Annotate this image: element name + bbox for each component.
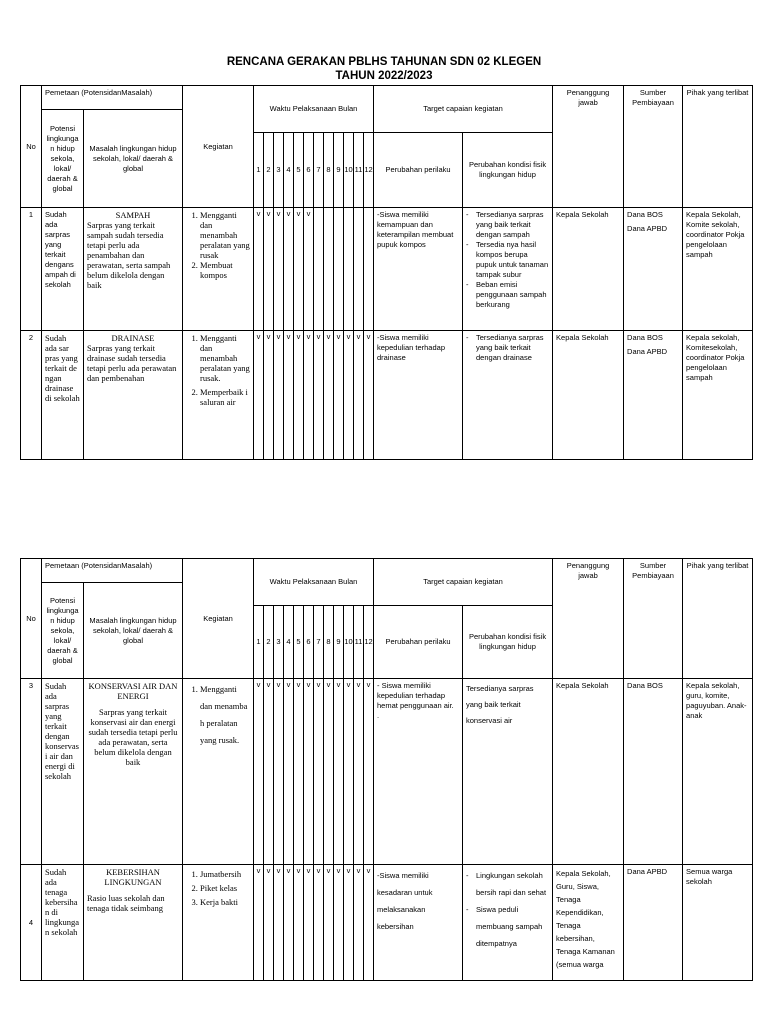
month-mark: v	[284, 679, 294, 865]
sumber-item: Dana APBD	[627, 224, 668, 233]
header-pihak: Pihak yang terlibat	[683, 86, 753, 208]
table-row	[21, 331, 753, 460]
sumber-item: Dana APBD	[627, 867, 668, 876]
kegiatan-item: 2. Piket kelas	[200, 881, 250, 895]
month-mark: v	[264, 679, 274, 865]
row-potensi: Sudah ada sarpras yang terkait dengans ampah di sekolah	[42, 208, 84, 331]
month-mark: v	[324, 331, 334, 460]
kondisi-item: - Tersedianya sarpras yang baik terkait dengan sampah	[466, 210, 549, 240]
row-masalah	[84, 679, 183, 865]
month-mark: v	[304, 865, 314, 981]
header-perilaku: Perubahan perilaku	[374, 133, 463, 208]
row-kondisi	[463, 331, 553, 460]
row-perilaku: -Siswa memiliki kemampuan dan keterampilan membuat pupuk kompos	[374, 208, 463, 331]
row-sumber	[624, 679, 683, 865]
month-mark: v	[324, 865, 334, 981]
row-kondisi	[463, 679, 553, 865]
month-header: 9	[334, 606, 344, 679]
kondisi-item: - Tersedianya sarpras yang baik terkait dengan drainase	[466, 333, 549, 363]
month-mark: v	[314, 331, 324, 460]
month-mark	[344, 208, 354, 331]
row-penanggung: Kepala Sekolah	[553, 679, 624, 865]
header-kegiatan: Kegiatan	[183, 86, 254, 208]
row-no: 2	[21, 331, 42, 460]
month-mark: v	[304, 679, 314, 865]
table-row	[21, 208, 753, 331]
month-mark: v	[284, 208, 294, 331]
month-header: 10	[344, 133, 354, 208]
header-target: Target capaian kegiatan	[374, 86, 553, 133]
month-mark: v	[354, 331, 364, 460]
row-penanggung: Kepala Sekolah, Guru, Siswa, Tenaga Kependidikan, Tenaga kebersihan, Tenaga Kamanan (semua warga	[553, 865, 624, 981]
month-mark: v	[284, 331, 294, 460]
month-mark: v	[364, 679, 374, 865]
header-waktu: Waktu Pelaksanaan Bulan	[254, 86, 374, 133]
month-mark: v	[274, 679, 284, 865]
month-header: 12	[364, 606, 374, 679]
header-row	[21, 86, 753, 110]
month-mark: v	[294, 331, 304, 460]
month-mark: v	[324, 679, 334, 865]
month-mark: v	[284, 865, 294, 981]
month-mark: v	[354, 865, 364, 981]
month-header: 6	[304, 133, 314, 208]
sumber-item: Dana BOS	[627, 333, 663, 342]
month-mark: v	[304, 208, 314, 331]
month-mark: v	[344, 331, 354, 460]
month-header: 2	[264, 606, 274, 679]
plan-table-1	[20, 85, 753, 460]
month-mark: v	[364, 331, 374, 460]
table-row	[21, 679, 753, 865]
header-potensi: Potensi lingkungan hidup sekola, lokal/ daerah & global	[42, 583, 84, 679]
row-potensi: Sudah ada sar pras yang terkait de ngan drainase di sekolah	[42, 331, 84, 460]
table-row	[21, 865, 753, 981]
kondisi-item: - Tersedia nya hasil kompos berupa pupuk untuk tanaman tampak subur	[466, 240, 549, 280]
row-kondisi	[463, 208, 553, 331]
kondisi-item: Tersedianya sarpras yang baik terkait konservasi air	[466, 684, 534, 725]
sumber-item: Dana BOS	[627, 681, 663, 690]
row-penanggung: Kepala Sekolah	[553, 331, 624, 460]
month-header: 7	[314, 133, 324, 208]
row-sumber	[624, 865, 683, 981]
month-header: 4	[284, 606, 294, 679]
month-mark: v	[294, 208, 304, 331]
month-mark: v	[274, 865, 284, 981]
month-mark: v	[304, 331, 314, 460]
masalah-title: DRAINASE	[111, 333, 155, 343]
header-sumber: Sumber Pembiayaan	[624, 86, 683, 208]
kegiatan-item: 2. Membuat kompos	[200, 260, 250, 280]
masalah-title: KEBERSIHAN LINGKUNGAN	[104, 867, 162, 887]
kegiatan-item: 3. Kerja bakti	[200, 895, 250, 909]
month-mark	[324, 208, 334, 331]
header-target: Target capaian kegiatan	[374, 559, 553, 606]
header-masalah: Masalah lingkungan hidup sekolah, lokal/ daerah & global	[84, 583, 183, 679]
header-potensi: Potensi lingkungan hidup sekola, lokal/ daerah & global	[42, 110, 84, 208]
row-no: 4	[21, 865, 42, 981]
row-sumber	[624, 331, 683, 460]
header-kondisi: Perubahan kondisi fisik lingkungan hidup	[463, 606, 553, 679]
masalah-desc: Rasio luas sekolah dan tenaga tidak seimbang	[87, 893, 165, 913]
month-header: 10	[344, 606, 354, 679]
kondisi-item: - Lingkungan sekolah bersih rapi dan sehat	[466, 867, 549, 901]
row-kondisi	[463, 865, 553, 981]
month-mark: v	[254, 208, 264, 331]
row-kegiatan	[183, 331, 254, 460]
header-masalah: Masalah lingkungan hidup sekolah, lokal/ daerah & global	[84, 110, 183, 208]
month-mark: v	[314, 865, 324, 981]
sumber-item: Dana BOS	[627, 210, 663, 219]
row-masalah	[84, 208, 183, 331]
row-kegiatan	[183, 865, 254, 981]
month-mark	[334, 208, 344, 331]
row-masalah	[84, 331, 183, 460]
month-header: 12	[364, 133, 374, 208]
masalah-title: SAMPAH	[115, 210, 151, 220]
header-kegiatan: Kegiatan	[183, 559, 254, 679]
month-mark: v	[294, 679, 304, 865]
month-mark	[314, 208, 324, 331]
header-no: No	[21, 86, 42, 208]
month-mark: v	[364, 865, 374, 981]
month-header: 8	[324, 606, 334, 679]
kondisi-item: - Beban emisi penggunaan sampah berkurang	[466, 280, 549, 310]
row-pihak: Kepala sekolah, guru, komite, paguyuban. Anak-anak	[683, 679, 753, 865]
row-pihak: Semua warga sekolah	[683, 865, 753, 981]
header-penanggung: Penanggung jawab	[553, 559, 624, 679]
month-header: 2	[264, 133, 274, 208]
month-header: 11	[354, 606, 364, 679]
month-mark: v	[264, 865, 274, 981]
month-mark: v	[334, 331, 344, 460]
header-perilaku: Perubahan perilaku	[374, 606, 463, 679]
header-row	[21, 559, 753, 583]
row-pihak: Kepala sekolah, Komitesekolah, coordinator Pokja pengelolaan sampah	[683, 331, 753, 460]
row-penanggung: Kepala Sekolah	[553, 208, 624, 331]
row-kegiatan	[183, 679, 254, 865]
row-no: 3	[21, 679, 42, 865]
row-no: 1	[21, 208, 42, 331]
month-header: 9	[334, 133, 344, 208]
month-mark: v	[264, 208, 274, 331]
month-header: 3	[274, 133, 284, 208]
month-mark	[354, 208, 364, 331]
month-mark: v	[264, 331, 274, 460]
row-perilaku: -Siswa memiliki kepedulian terhadap drainase	[374, 331, 463, 460]
month-mark: v	[294, 865, 304, 981]
month-header: 8	[324, 133, 334, 208]
month-mark: v	[274, 208, 284, 331]
kegiatan-item: 1. Mengganti dan menambah peralatan yang rusak	[200, 210, 250, 260]
month-header: 11	[354, 133, 364, 208]
header-sumber: Sumber Pembiayaan	[624, 559, 683, 679]
month-header: 6	[304, 606, 314, 679]
sumber-item: Dana APBD	[627, 347, 668, 356]
month-mark: v	[354, 679, 364, 865]
header-pihak: Pihak yang terlibat	[683, 559, 753, 679]
header-no: No	[21, 559, 42, 679]
month-header: 5	[294, 133, 304, 208]
perilaku-text: - Siswa memiliki kepedulian terhadap hemat penggunaan air.	[377, 681, 454, 710]
month-header: 4	[284, 133, 294, 208]
document-title: RENCANA GERAKAN PBLHS TAHUNAN SDN 02 KLEGEN	[226, 56, 542, 68]
masalah-desc: Sarpras yang terkait sampah sudah tersedia tetapi perlu ada penambahan dan perawatan, serta sampah belum dikelola dengan baik	[87, 220, 171, 290]
masalah-title: KONSERVASI AIR DAN ENERGI	[88, 681, 178, 701]
kondisi-item: - Siswa peduli membuang sampah ditempatnya	[466, 901, 549, 952]
kegiatan-item: 1. Mengganti dan menamba h peralatan yang rusak.	[200, 681, 250, 749]
header-pemetaan: Pemetaan (PotensidanMasalah)	[42, 559, 183, 583]
month-mark: v	[344, 679, 354, 865]
month-mark: v	[334, 865, 344, 981]
kegiatan-item: 1. Jumatbersih	[200, 867, 250, 881]
masalah-desc: Sarpras yang terkait konservasi air dan energi sudah tersedia tetapi perlu ada perawatan, serta belum dikelola dengan baik	[88, 707, 178, 767]
row-potensi: Sudah ada tenaga kebersihan di lingkungan sekolah	[42, 865, 84, 981]
month-header: 3	[274, 606, 284, 679]
month-mark	[364, 208, 374, 331]
document-subtitle: TAHUN 2022/2023	[335, 70, 433, 82]
header-penanggung: Penanggung jawab	[553, 86, 624, 208]
row-sumber	[624, 208, 683, 331]
perilaku-extra: .	[377, 711, 380, 720]
month-mark: v	[314, 679, 324, 865]
row-masalah	[84, 865, 183, 981]
month-mark: v	[344, 865, 354, 981]
row-perilaku: -Siswa memiliki kesadaran untuk melaksanakan kebersihan	[374, 865, 463, 981]
plan-table-2	[20, 558, 753, 981]
month-header: 5	[294, 606, 304, 679]
month-header: 7	[314, 606, 324, 679]
month-mark: v	[254, 679, 264, 865]
masalah-desc: Sarpras yang terkait drainase sudah tersedia tetapi perlu ada perawatan dan pembenahan	[87, 343, 177, 383]
month-mark: v	[334, 679, 344, 865]
header-waktu: Waktu Pelaksanaan Bulan	[254, 559, 374, 606]
month-header: 1	[254, 133, 264, 208]
month-mark: v	[274, 331, 284, 460]
month-mark: v	[254, 865, 264, 981]
row-potensi: Sudah ada sarpras yang terkait dengan konservasi air dan energi di sekolah	[42, 679, 84, 865]
month-header: 1	[254, 606, 264, 679]
row-pihak: Kepala Sekolah, Komite sekolah, coordinator Pokja pengelolaan sampah	[683, 208, 753, 331]
kegiatan-item: 1. Mengganti dan menambah peralatan yang rusak.	[200, 333, 250, 383]
month-mark: v	[254, 331, 264, 460]
row-kegiatan	[183, 208, 254, 331]
header-kondisi: Perubahan kondisi fisik lingkungan hidup	[463, 133, 553, 208]
kegiatan-item: 2. Memperbaik i saluran air	[200, 387, 250, 407]
header-pemetaan: Pemetaan (PotensidanMasalah)	[42, 86, 183, 110]
row-perilaku	[374, 679, 463, 865]
